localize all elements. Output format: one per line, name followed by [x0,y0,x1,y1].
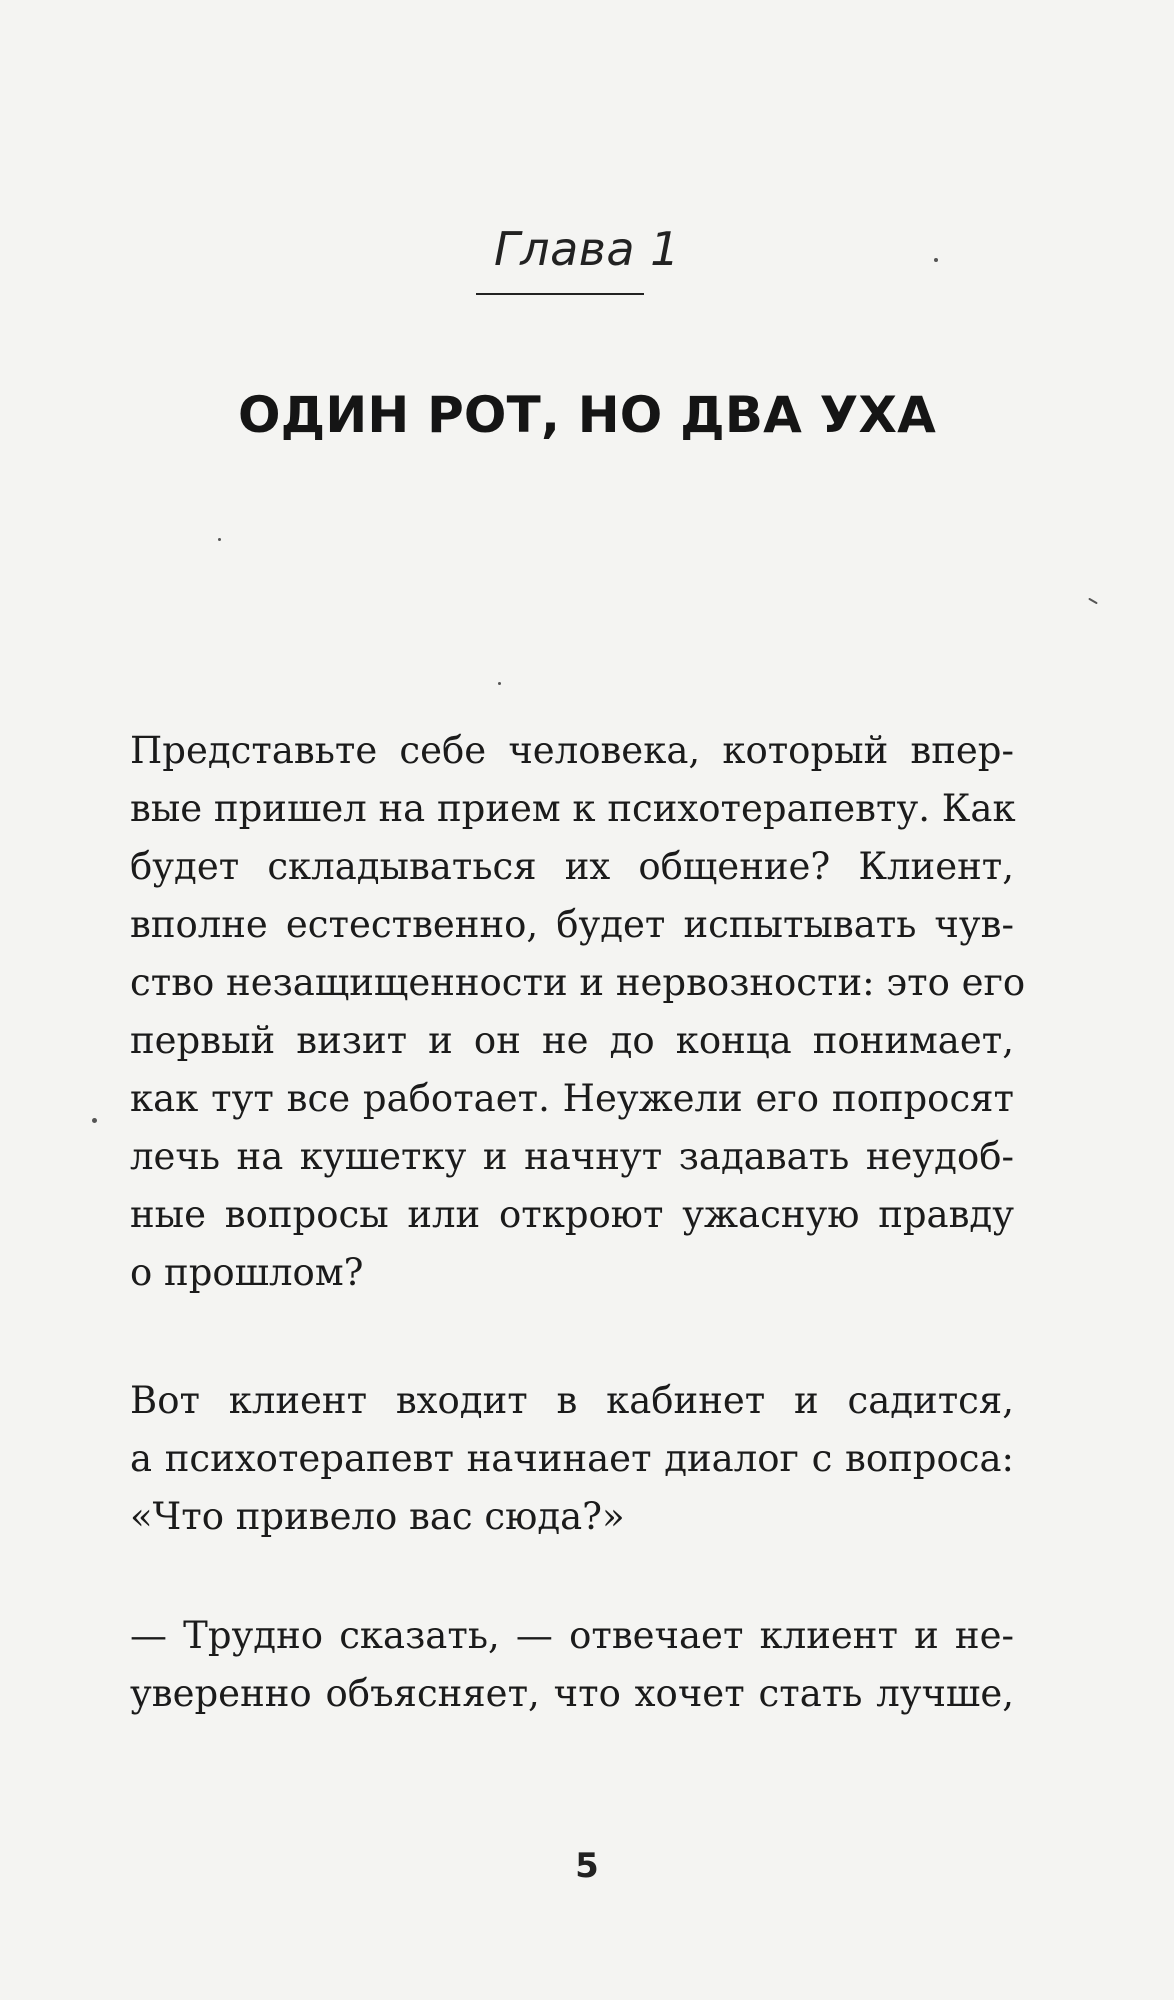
page-number: 5 [575,1846,599,1886]
text-line: Вот клиент входит в кабинет и садится, [130,1379,1014,1422]
paper-speck [218,538,221,541]
text-line: ство незащищенности и нервозности: это его [130,961,1026,1004]
text-line: ные вопросы или откроют ужасную правду [130,1193,1014,1236]
chapter-label: Глава 1 [494,222,680,276]
chapter-title: ОДИН РОТ, НО ДВА УХА [237,386,937,444]
text-line: Представьте себе человека, который впер- [130,729,1014,772]
text-line: «Что привело вас сюда?» [130,1495,625,1538]
chapter-underline [476,293,644,295]
text-line: уверенно объясняет, что хочет стать лучше, [130,1672,1014,1715]
text-line: лечь на кушетку и начнут задавать неудоб- [130,1135,1014,1178]
text-line: первый визит и он не до конца понимает, [130,1019,1014,1062]
paper-speck [92,1118,97,1123]
text-line: вые пришел на прием к психотерапевту. Как [130,787,1016,830]
paragraph-3 [130,1607,1014,1723]
text-line: а психотерапевт начинает диалог с вопроса: [130,1437,1014,1480]
paper-speck [934,258,938,262]
paper-speck [498,682,501,685]
text-line: будет складываться их общение? Клиент, [130,845,1014,888]
paragraph-2 [130,1372,1014,1546]
paper-speck [1088,598,1098,605]
paragraph-1 [130,722,1026,1302]
text-line: вполне естественно, будет испытывать чув- [130,903,1014,946]
text-line: о прошлом? [130,1251,364,1294]
text-line: как тут все работает. Неужели его попросят [130,1077,1014,1120]
text-line: — Трудно сказать, — отвечает клиент и не- [130,1614,1014,1657]
